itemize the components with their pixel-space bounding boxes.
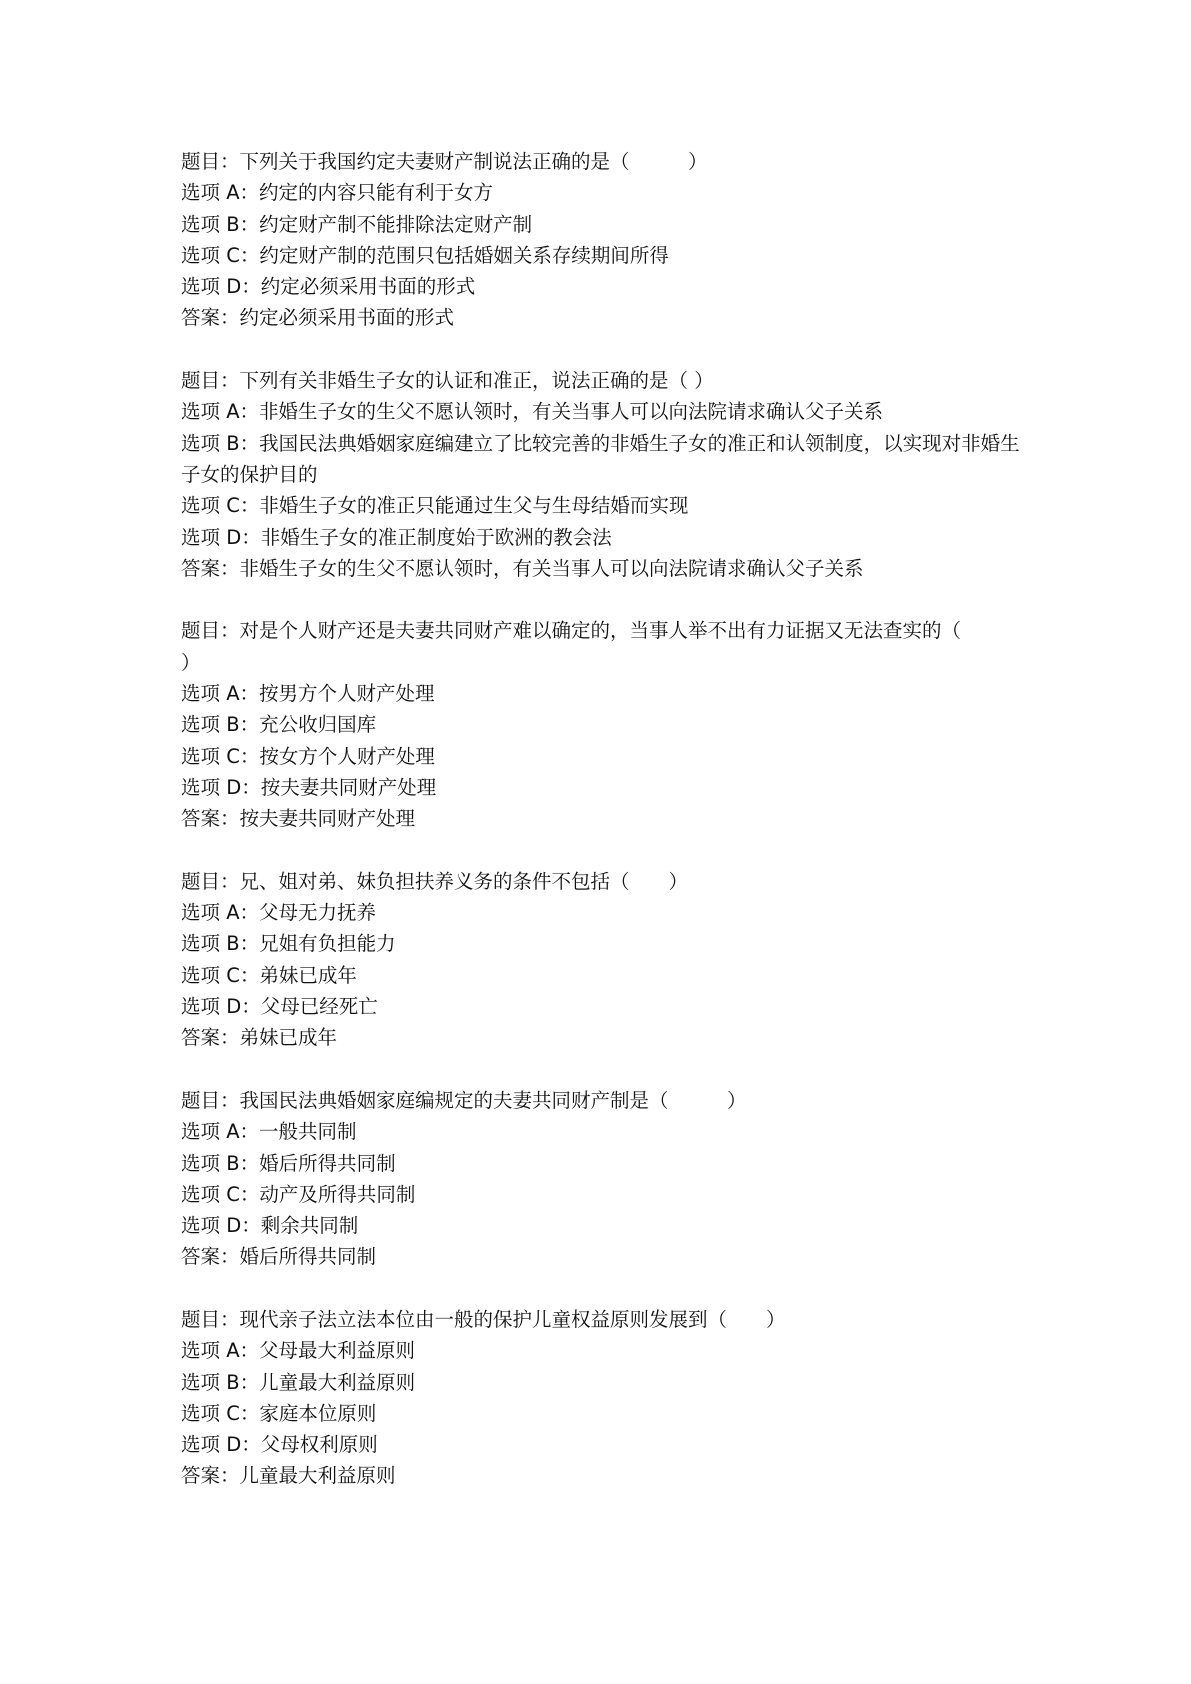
question-stem: 题目：对是个人财产还是夫妻共同财产难以确定的，当事人举不出有力证据又无法查实的（ ） <box>181 619 1020 674</box>
option-a: 选项 A：约定的内容只能有利于女方 <box>181 181 494 205</box>
question-stem: 题目：我国民法典婚姻家庭编规定的夫妻共同财产制是（ ） <box>181 1088 747 1112</box>
option-c: 选项 C：非婚生子女的准正只能通过生父与生母结婚而实现 <box>181 494 689 518</box>
option-a: 选项 A：父母无力抚养 <box>181 901 377 925</box>
answer-line: 答案：儿童最大利益原则 <box>181 1464 396 1488</box>
option-d: 选项 D：剩余共同制 <box>181 1214 359 1238</box>
option-c: 选项 C：动产及所得共同制 <box>181 1182 416 1206</box>
option-c: 选项 C：家庭本位原则 <box>181 1401 377 1425</box>
answer-line: 答案：婚后所得共同制 <box>181 1245 377 1269</box>
option-b: 选项 B：充公收归国库 <box>181 713 377 737</box>
option-c: 选项 C：按女方个人财产处理 <box>181 744 435 768</box>
option-b: 选项 B：儿童最大利益原则 <box>181 1370 416 1394</box>
question-block <box>181 1085 1021 1273</box>
option-d: 选项 D：父母权利原则 <box>181 1433 378 1457</box>
question-block <box>181 146 1021 334</box>
option-b: 选项 B：婚后所得共同制 <box>181 1151 396 1175</box>
document-body <box>181 146 1021 1523</box>
option-d: 选项 D：非婚生子女的准正制度始于欧洲的教会法 <box>181 525 612 549</box>
option-b: 选项 B：约定财产制不能排除法定财产制 <box>181 212 533 236</box>
option-c: 选项 C：约定财产制的范围只包括婚姻关系存续期间所得 <box>181 243 669 267</box>
option-c: 选项 C：弟妹已成年 <box>181 963 357 987</box>
option-b: 选项 B：我国民法典婚姻家庭编建立了比较完善的非婚生子女的准正和认领制度，以实现对非婚生子女的保护目的 <box>181 431 1020 486</box>
answer-line: 答案：非婚生子女的生父不愿认领时，有关当事人可以向法院请求确认父子关系 <box>181 556 864 580</box>
option-d: 选项 D：按夫妻共同财产处理 <box>181 775 437 799</box>
option-a: 选项 A：一般共同制 <box>181 1120 357 1144</box>
question-block <box>181 866 1021 1054</box>
question-block <box>181 1304 1021 1492</box>
question-stem: 题目：兄、姐对弟、妹负担扶养义务的条件不包括（ ） <box>181 869 689 893</box>
answer-line: 答案：按夫妻共同财产处理 <box>181 807 416 831</box>
option-a: 选项 A：父母最大利益原则 <box>181 1339 416 1363</box>
option-b: 选项 B：兄姐有负担能力 <box>181 932 396 956</box>
answer-line: 答案：弟妹已成年 <box>181 1026 338 1050</box>
option-d: 选项 D：约定必须采用书面的形式 <box>181 275 476 299</box>
question-block <box>181 615 1021 834</box>
answer-line: 答案：约定必须采用书面的形式 <box>181 306 455 330</box>
question-stem: 题目：下列关于我国约定夫妻财产制说法正确的是（ ） <box>181 150 708 173</box>
option-d: 选项 D：父母已经死亡 <box>181 995 378 1019</box>
question-stem: 题目：现代亲子法立法本位由一般的保护儿童权益原则发展到（ ） <box>181 1307 786 1331</box>
option-a: 选项 A：非婚生子女的生父不愿认领时，有关当事人可以向法院请求确认父子关系 <box>181 400 884 424</box>
question-block <box>181 365 1021 584</box>
option-a: 选项 A：按男方个人财产处理 <box>181 682 435 706</box>
question-stem: 题目：下列有关非婚生子女的认证和准正，说法正确的是（ ） <box>181 369 714 393</box>
